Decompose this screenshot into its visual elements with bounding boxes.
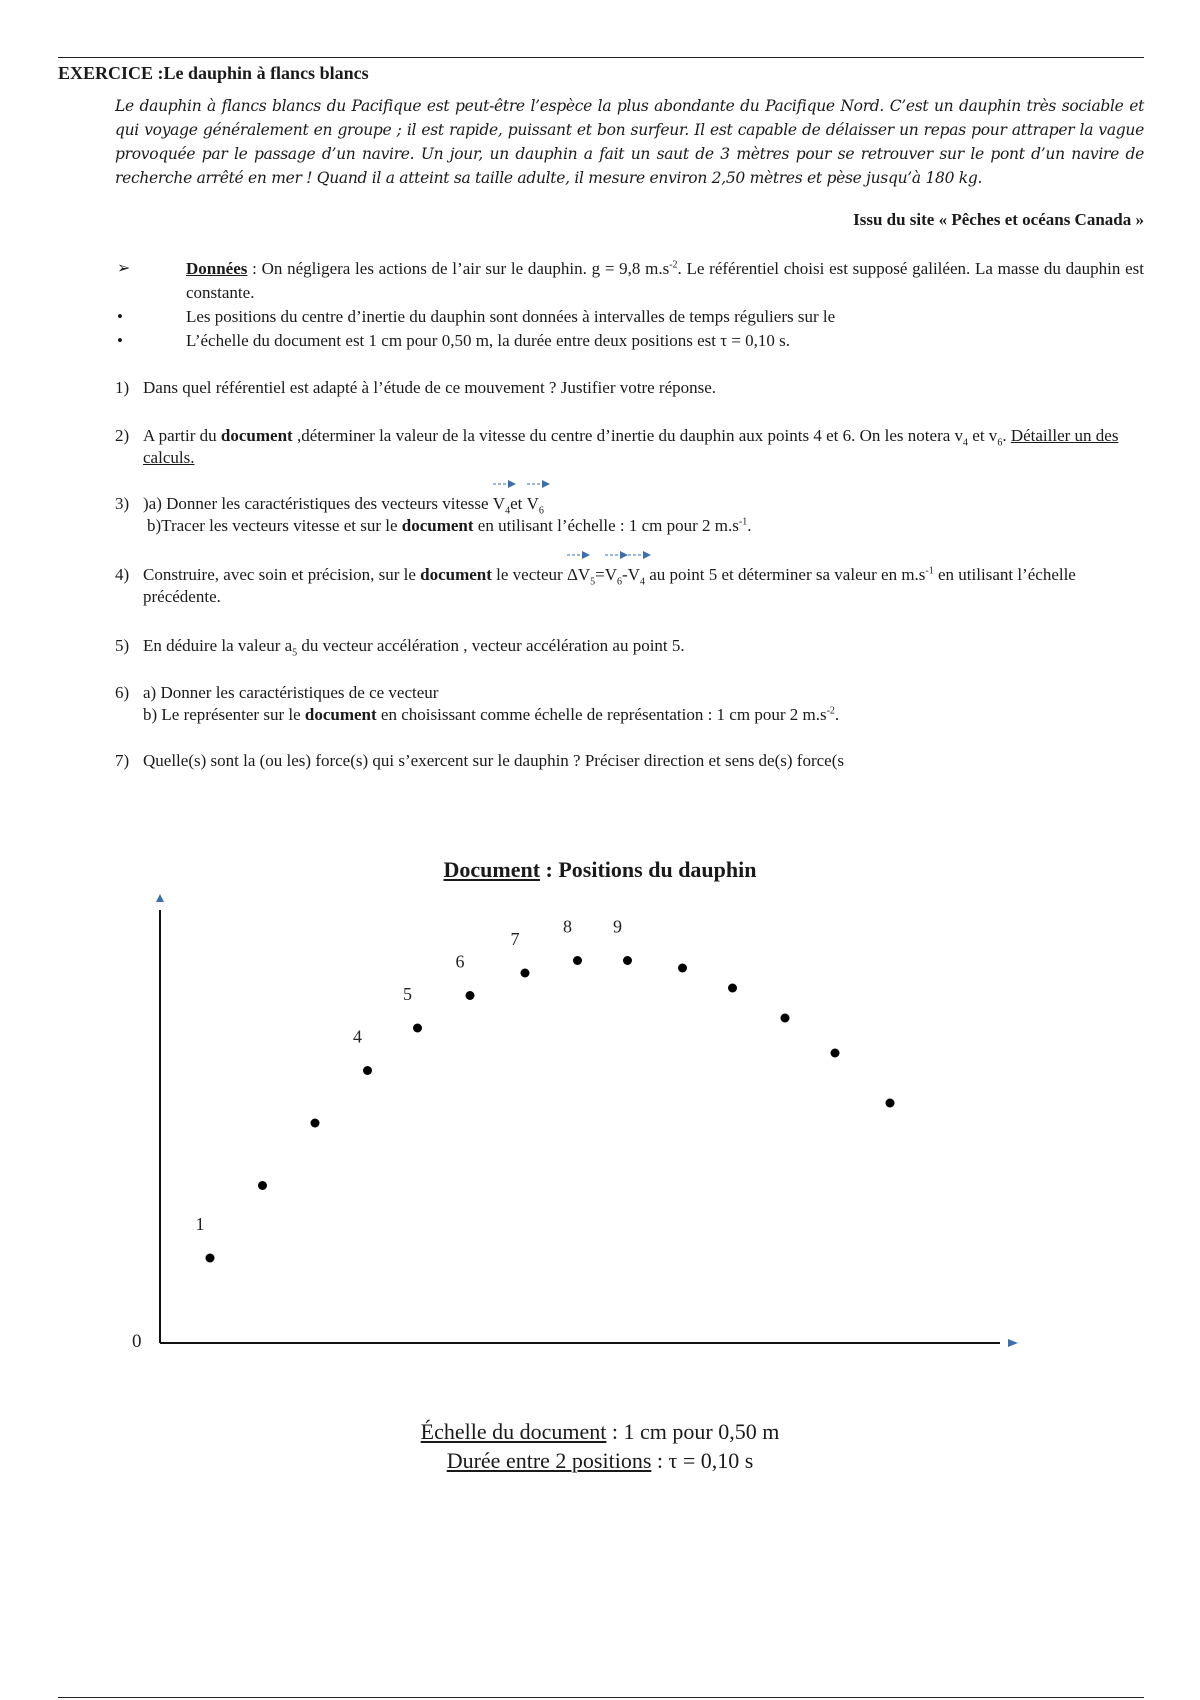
- y-axis-arrow-icon: [156, 894, 164, 902]
- question-number: 1): [115, 378, 130, 397]
- vector-v4: [493, 493, 510, 515]
- q4-sub-5: 5: [590, 576, 596, 588]
- q2-part-a: A partir du: [143, 426, 221, 445]
- point-label: 6: [455, 951, 465, 972]
- question-text: [143, 635, 1144, 657]
- origin-label: 0: [132, 1331, 142, 1352]
- question-text: Dans quel référentiel est adapté à l’étude de ce mouvement ? Justifier votre réponse.: [143, 378, 717, 397]
- q4-part-c: le vecteur: [491, 565, 567, 584]
- position-point: [831, 1049, 840, 1058]
- question-1: [115, 377, 1144, 399]
- position-point: [728, 984, 737, 993]
- question-number: 2): [115, 426, 130, 445]
- q3-sup: -1: [738, 516, 748, 528]
- q3-document-bold: document: [401, 516, 474, 535]
- q4-part-d: au point 5 et déterminer sa valeur en m.s: [645, 565, 926, 584]
- point-label: 7: [510, 929, 520, 949]
- q3-part-b4: .: [747, 516, 752, 535]
- question-2: [115, 425, 1144, 469]
- question-text-b: [147, 515, 1144, 537]
- position-point: [521, 969, 530, 978]
- arrow-marker-icon: ➢: [117, 260, 131, 277]
- position-point: [466, 991, 475, 1000]
- q6-part-b1: b) Le représenter sur le: [143, 705, 305, 724]
- point-label: 8: [563, 916, 572, 937]
- q3-part-b1: b)Tracer les vecteurs vitesse et sur le: [147, 516, 402, 535]
- question-text: [143, 564, 1144, 608]
- question-text-a: a) Donner les caractéristiques de ce vecteur: [143, 683, 439, 702]
- q3-part-b3: en utilisant l’échelle : 1 cm pour 2 m.s: [473, 516, 739, 535]
- question-number: 6): [115, 683, 130, 702]
- donnees-sup: -2: [669, 259, 678, 271]
- point-label: 5: [403, 984, 412, 1004]
- position-point: [413, 1024, 422, 1033]
- positions-chart: [0, 880, 1200, 1360]
- q6-document-bold: document: [304, 705, 377, 724]
- question-number: 7): [115, 751, 130, 770]
- q5-part-a: En déduire la valeur a: [143, 636, 293, 655]
- q6-part-b4: .: [834, 705, 840, 724]
- bullet-text-2: L’échelle du document est 1 cm pour 0,50 m, la durée entre deux positions est τ = 0,10 s.: [186, 331, 791, 350]
- question-number: 4): [115, 565, 130, 584]
- point-label: 9: [613, 916, 622, 937]
- position-point: [623, 956, 632, 965]
- bullet-icon: •: [117, 307, 123, 326]
- question-text-a: [143, 493, 1144, 515]
- vector-v6: [527, 493, 544, 515]
- document-title-rest: : Positions du dauphin: [540, 857, 757, 882]
- question-number: 5): [115, 636, 130, 655]
- vector-delta-v5: [567, 564, 595, 586]
- point-label: 4: [353, 1026, 362, 1047]
- q3-v: V: [526, 494, 539, 513]
- question-text-b: [143, 704, 1144, 726]
- question-4: [115, 564, 1144, 608]
- point-label: 1: [195, 1214, 205, 1234]
- question-text: Quelle(s) sont la (ou les) force(s) qui s’exercent sur le dauphin ? Préciser direction et sens de(s) force(s: [143, 751, 844, 770]
- position-point: [258, 1181, 267, 1190]
- duration-underlined: Durée entre 2 positions: [446, 1448, 652, 1473]
- duration-rest: : τ = 0,10 s: [651, 1448, 754, 1473]
- q6-part-b3: en choisissant comme échelle de représentation : 1 cm pour 2 m.s: [376, 705, 827, 724]
- q3-and: et: [510, 494, 527, 513]
- exercise-title: EXERCICE :Le dauphin à flancs blancs: [58, 63, 369, 83]
- q4-part-e: en utilisant l’échelle précédente.: [143, 565, 1076, 606]
- vector-arrow-icon: [525, 479, 551, 489]
- bullet-text-1: Les positions du centre d’inertie du dauphin sont données à intervalles de temps réguliers sur le: [186, 307, 836, 326]
- q4-eq: =: [595, 565, 605, 584]
- bottom-rule: [58, 1697, 1144, 1698]
- q2-part-e: .: [1002, 426, 1011, 445]
- vector-v6: [605, 564, 622, 586]
- question-7: [115, 750, 1144, 772]
- q3-v: V: [492, 494, 506, 513]
- q2-part-c: ,déterminer la valeur de la vitesse du centre d’inertie du dauphin aux points 4 et 6. On les notera v: [292, 426, 964, 445]
- question-3: [115, 493, 1144, 537]
- document-scale: [0, 1417, 1200, 1447]
- position-point: [311, 1119, 320, 1128]
- q4-delta: Δ: [566, 565, 578, 584]
- question-5: [115, 635, 1144, 657]
- q4-v: V: [627, 565, 640, 584]
- position-point: [781, 1014, 790, 1023]
- q4-v: V: [604, 565, 618, 584]
- position-point: [206, 1254, 215, 1263]
- chart-points: [206, 956, 895, 1263]
- q2-sub-1: 4: [963, 437, 969, 449]
- position-point: [678, 964, 687, 973]
- q2-part-d: et v: [968, 426, 998, 445]
- vector-arrow-icon: [626, 550, 652, 560]
- q2-sub-2: 6: [997, 437, 1003, 449]
- donnees-text-a: : On négligera les actions de l’air sur le dauphin. g = 9,8 m.s: [247, 259, 670, 278]
- position-point: [363, 1066, 372, 1075]
- scale-rest: : 1 cm pour 0,50 m: [606, 1419, 780, 1444]
- q4-part-a: Construire, avec soin et précision, sur le: [143, 565, 421, 584]
- q3-sub-2: 6: [538, 505, 544, 517]
- q4-sub-4: 4: [640, 576, 645, 588]
- source-citation: Issu du site « Pêches et océans Canada »: [853, 210, 1144, 229]
- vector-arrow-icon: [491, 479, 517, 489]
- document-duration: [0, 1446, 1200, 1476]
- top-rule: [58, 57, 1144, 58]
- donnees-text: [115, 257, 1144, 305]
- bullet-icon: •: [117, 331, 123, 350]
- scale-underlined: Échelle du document: [420, 1419, 607, 1444]
- q5-sub: 5: [292, 647, 298, 659]
- question-6: [115, 682, 1144, 726]
- q4-sub-6: 6: [617, 576, 623, 588]
- donnees-block: [115, 257, 1144, 305]
- vector-arrow-icon: [565, 550, 591, 560]
- donnees-text-b: . Le référentiel choisi est supposé galiléen. La masse du dauphin est constante.: [186, 259, 1144, 302]
- x-axis-arrow-icon: [1008, 1339, 1018, 1347]
- question-number: 3): [115, 494, 130, 513]
- position-point: [573, 956, 582, 965]
- q2-document-bold: document: [220, 426, 293, 445]
- position-point: [886, 1099, 895, 1108]
- vector-v4: [628, 564, 645, 586]
- q4-v: V: [577, 565, 591, 584]
- q5-part-b: du vecteur accélération , vecteur accélération au point 5.: [297, 636, 685, 655]
- q3-sub-1: 4: [505, 505, 511, 517]
- donnees-label: Données: [186, 259, 248, 278]
- q2-detail-underlined: Détailler un des calculs.: [143, 426, 1119, 467]
- q3-part-a: )a) Donner les caractéristiques des vecteurs vitesse: [143, 494, 493, 513]
- intro-paragraph: Le dauphin à flancs blancs du Pacifique est peut-être l’espèce la plus abondante du Pacifique Nord. C’est un dauphin très sociable et qui voyage généralement en groupe ; il est rapide, puissant et bon surfeur. Il est capable de délaisser un repas pour attraper la vague provoquée par le passage d’un navire. Un jour, un dauphin a fait un saut de 3 mètres pour se retrouver sur le pont d’un navire de recherche arrêté en mer ! Quand il a atteint sa taille adulte, il mesure environ 2,50 mètres et pèse jusqu’à 180 kg.: [115, 97, 1144, 187]
- question-text: [143, 425, 1144, 469]
- q4-minus: -: [622, 565, 628, 584]
- q4-sup: -1: [925, 565, 934, 577]
- q4-document-bold: document: [420, 565, 492, 584]
- document-title-underlined: Document: [443, 857, 541, 882]
- q6-sup: -2: [826, 705, 835, 717]
